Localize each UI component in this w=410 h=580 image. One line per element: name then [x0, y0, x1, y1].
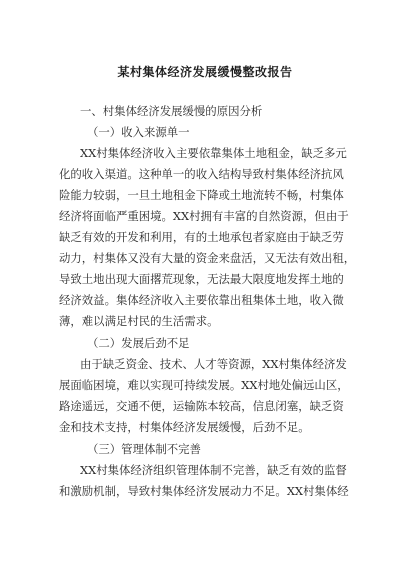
paragraph-line: 化的收入渠道。这种单一的收入结构导致村集体经济抗风	[59, 167, 344, 181]
paragraph-line: 导致土地出现大面撂荒现象，无法最大限度地发挥土地的	[59, 272, 344, 286]
paragraph-line: 薄，难以满足村民的生活需求。	[59, 314, 219, 328]
subheading-2: （二）发展后劲不足	[87, 336, 190, 350]
paragraph-line: 路途遥远，交通不便，运输陈本较高，信息闭塞，缺乏资	[59, 399, 344, 413]
section-heading-1: 一、村集体经济发展缓慢的原因分析	[80, 104, 263, 118]
paragraph-line: XX村集体经济收入主要依靠集体土地租金，缺乏多元	[80, 146, 347, 160]
paragraph-line: 金和技术支持，村集体经济发展缓慢，后劲不足。	[59, 420, 310, 434]
paragraph-line: XX村集体经济组织管理体制不完善，缺乏有效的监督	[80, 463, 347, 477]
paragraph-line: 险能力较弱，一旦土地租金下降或土地流转不畅，村集体	[59, 188, 344, 202]
subheading-3: （三）管理体制不完善	[87, 442, 201, 456]
paragraph-line: 和激励机制，导致村集体经济发展动力不足。XX村集体经	[59, 484, 349, 498]
paragraph-line: 动力，村集体又没有大量的资金来盘活，又无法有效出租，	[59, 251, 356, 265]
paragraph-line: 经济效益。集体经济收入主要依靠出租集体土地，收入微	[59, 293, 344, 307]
paragraph-line: 由于缺乏资金、技术、人才等资源，XX村集体经济发	[80, 357, 347, 371]
subheading-1: （一）收入来源单一	[87, 125, 190, 139]
paragraph-line: 经济将面临严重困境。XX村拥有丰富的自然资源，但由于	[59, 209, 349, 223]
paragraph-line: 缺乏有效的开发和利用，有的土地承包者家庭由于缺乏劳	[59, 230, 344, 244]
document-title: 某村集体经济发展缓慢整改报告	[117, 65, 293, 79]
paragraph-line: 展面临困境，难以实现可持续发展。XX村地处偏远山区，	[59, 378, 349, 392]
